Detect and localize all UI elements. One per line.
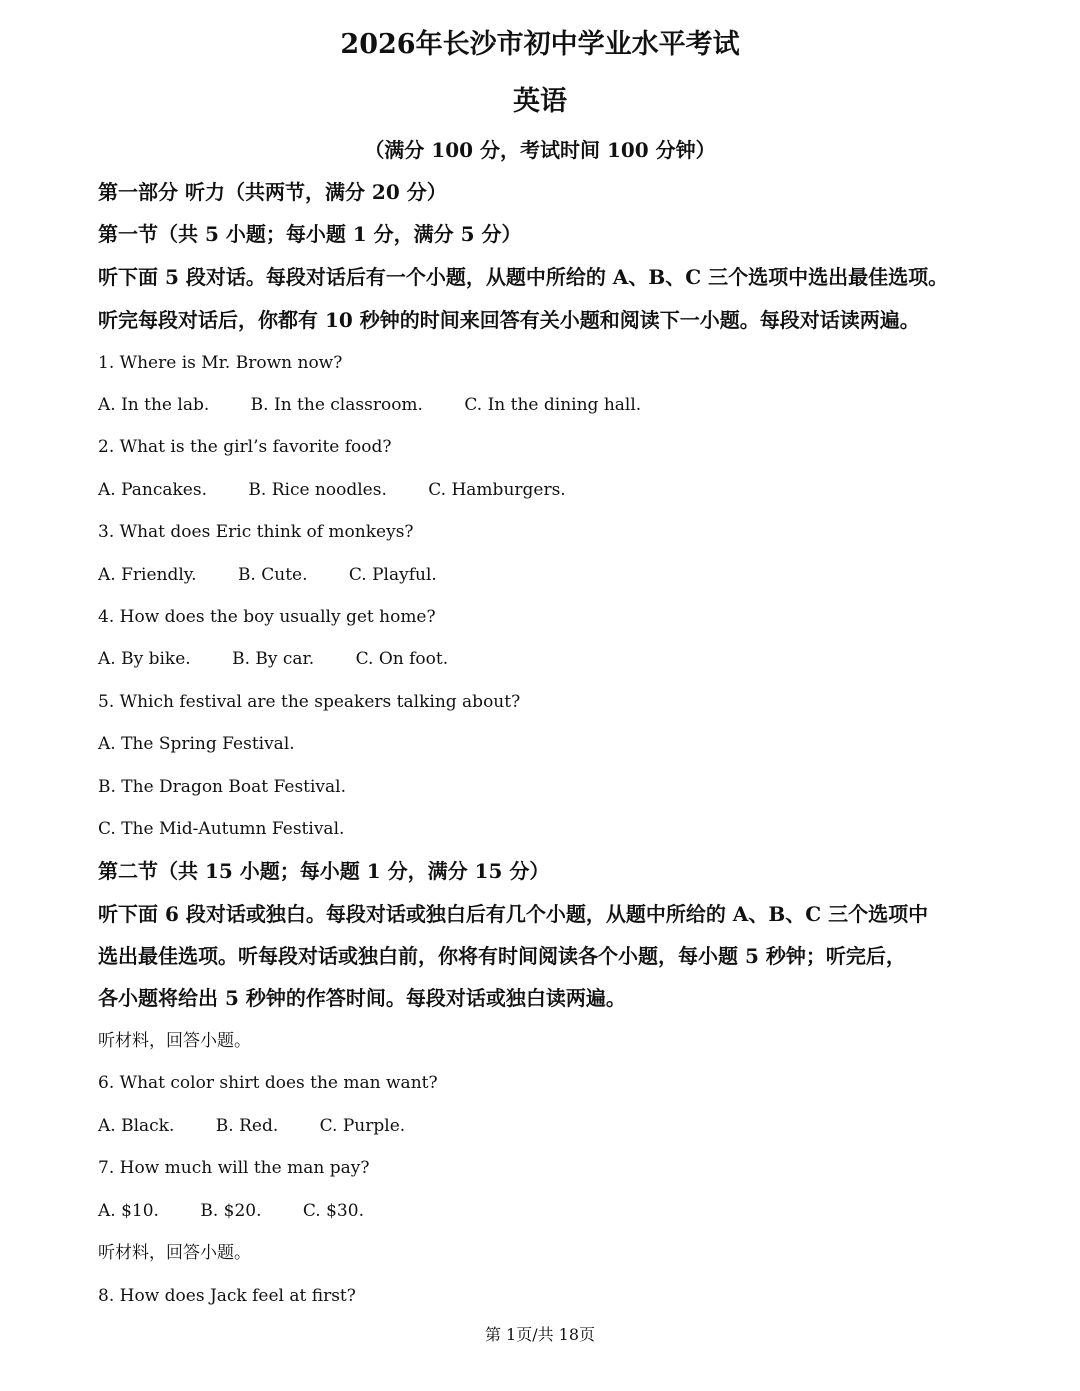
listen-material-note: 听材料，回答小题。 xyxy=(98,1031,251,1051)
option-c: C. The Mid-Autumn Festival. xyxy=(98,819,345,839)
option-c: C. On foot. xyxy=(355,649,449,669)
section1-heading: 第一节（共 5 小题；每小题 1 分，满分 5 分） xyxy=(98,222,522,246)
option-c: C. Purple. xyxy=(319,1116,406,1136)
option-b: B. By car. xyxy=(232,649,315,669)
option-c: C. Hamburgers. xyxy=(428,480,566,500)
exam-info: （满分 100 分，考试时间 100 分钟） xyxy=(364,138,716,162)
section2-instruction: 各小题将给出 5 秒钟的作答时间。每段对话或独白读两遍。 xyxy=(98,986,626,1010)
question-2: 2. What is the girl’s favorite food? xyxy=(98,437,392,457)
option-b: B. Red. xyxy=(215,1116,279,1136)
section2-instruction: 选出最佳选项。听每段对话或独白前，你将有时间阅读各个小题，每小题 5 秒钟；听完后， xyxy=(98,944,906,968)
option-b: B. In the classroom. xyxy=(250,395,423,415)
question-7: 7. How much will the man pay? xyxy=(98,1158,370,1178)
question-5: 5. Which festival are the speakers talking about? xyxy=(98,692,521,712)
options-6 xyxy=(98,1114,405,1138)
option-c: C. Playful. xyxy=(348,565,437,585)
section2-instruction: 听下面 6 段对话或独白。每段对话或独白后有几个小题，从题中所给的 A、B、C 三个选项中 xyxy=(98,902,929,926)
question-1: 1. Where is Mr. Brown now? xyxy=(98,353,343,373)
option-a: A. $10. xyxy=(98,1201,159,1221)
options-4 xyxy=(98,647,448,671)
options-1 xyxy=(98,393,641,417)
option-c: C. In the dining hall. xyxy=(464,395,642,415)
options-7 xyxy=(98,1199,364,1223)
part1-heading: 第一部分 听力（共两节，满分 20 分） xyxy=(98,180,447,204)
question-4: 4. How does the boy usually get home? xyxy=(98,607,436,627)
question-8: 8. How does Jack feel at first? xyxy=(98,1286,356,1306)
option-b: B. The Dragon Boat Festival. xyxy=(98,777,347,797)
option-a: A. Black. xyxy=(98,1116,175,1136)
option-c: C. $30. xyxy=(302,1201,364,1221)
options-3 xyxy=(98,563,437,587)
exam-title: 2026年长沙市初中学业水平考试 xyxy=(340,29,740,60)
listen-material-note: 听材料，回答小题。 xyxy=(98,1243,251,1263)
option-b: B. Rice noodles. xyxy=(248,480,387,500)
question-3: 3. What does Eric think of monkeys? xyxy=(98,522,414,542)
option-a: A. The Spring Festival. xyxy=(98,734,295,754)
page-number: 第 1页/共 18页 xyxy=(484,1325,596,1344)
option-a: A. By bike. xyxy=(98,649,191,669)
option-a: A. Pancakes. xyxy=(98,480,207,500)
section1-instruction: 听下面 5 段对话。每段对话后有一个小题，从题中所给的 A、B、C 三个选项中选出最佳选项。 xyxy=(98,265,949,289)
option-a: A. Friendly. xyxy=(98,565,197,585)
section2-heading: 第二节（共 15 小题；每小题 1 分，满分 15 分） xyxy=(98,859,550,883)
question-6: 6. What color shirt does the man want? xyxy=(98,1073,438,1093)
option-b: B. Cute. xyxy=(237,565,308,585)
section1-instruction: 听完每段对话后，你都有 10 秒钟的时间来回答有关小题和阅读下一小题。每段对话读两遍。 xyxy=(98,308,920,332)
option-b: B. $20. xyxy=(200,1201,262,1221)
option-a: A. In the lab. xyxy=(98,395,210,415)
subject-title: 英语 xyxy=(513,86,567,117)
options-2 xyxy=(98,478,566,502)
